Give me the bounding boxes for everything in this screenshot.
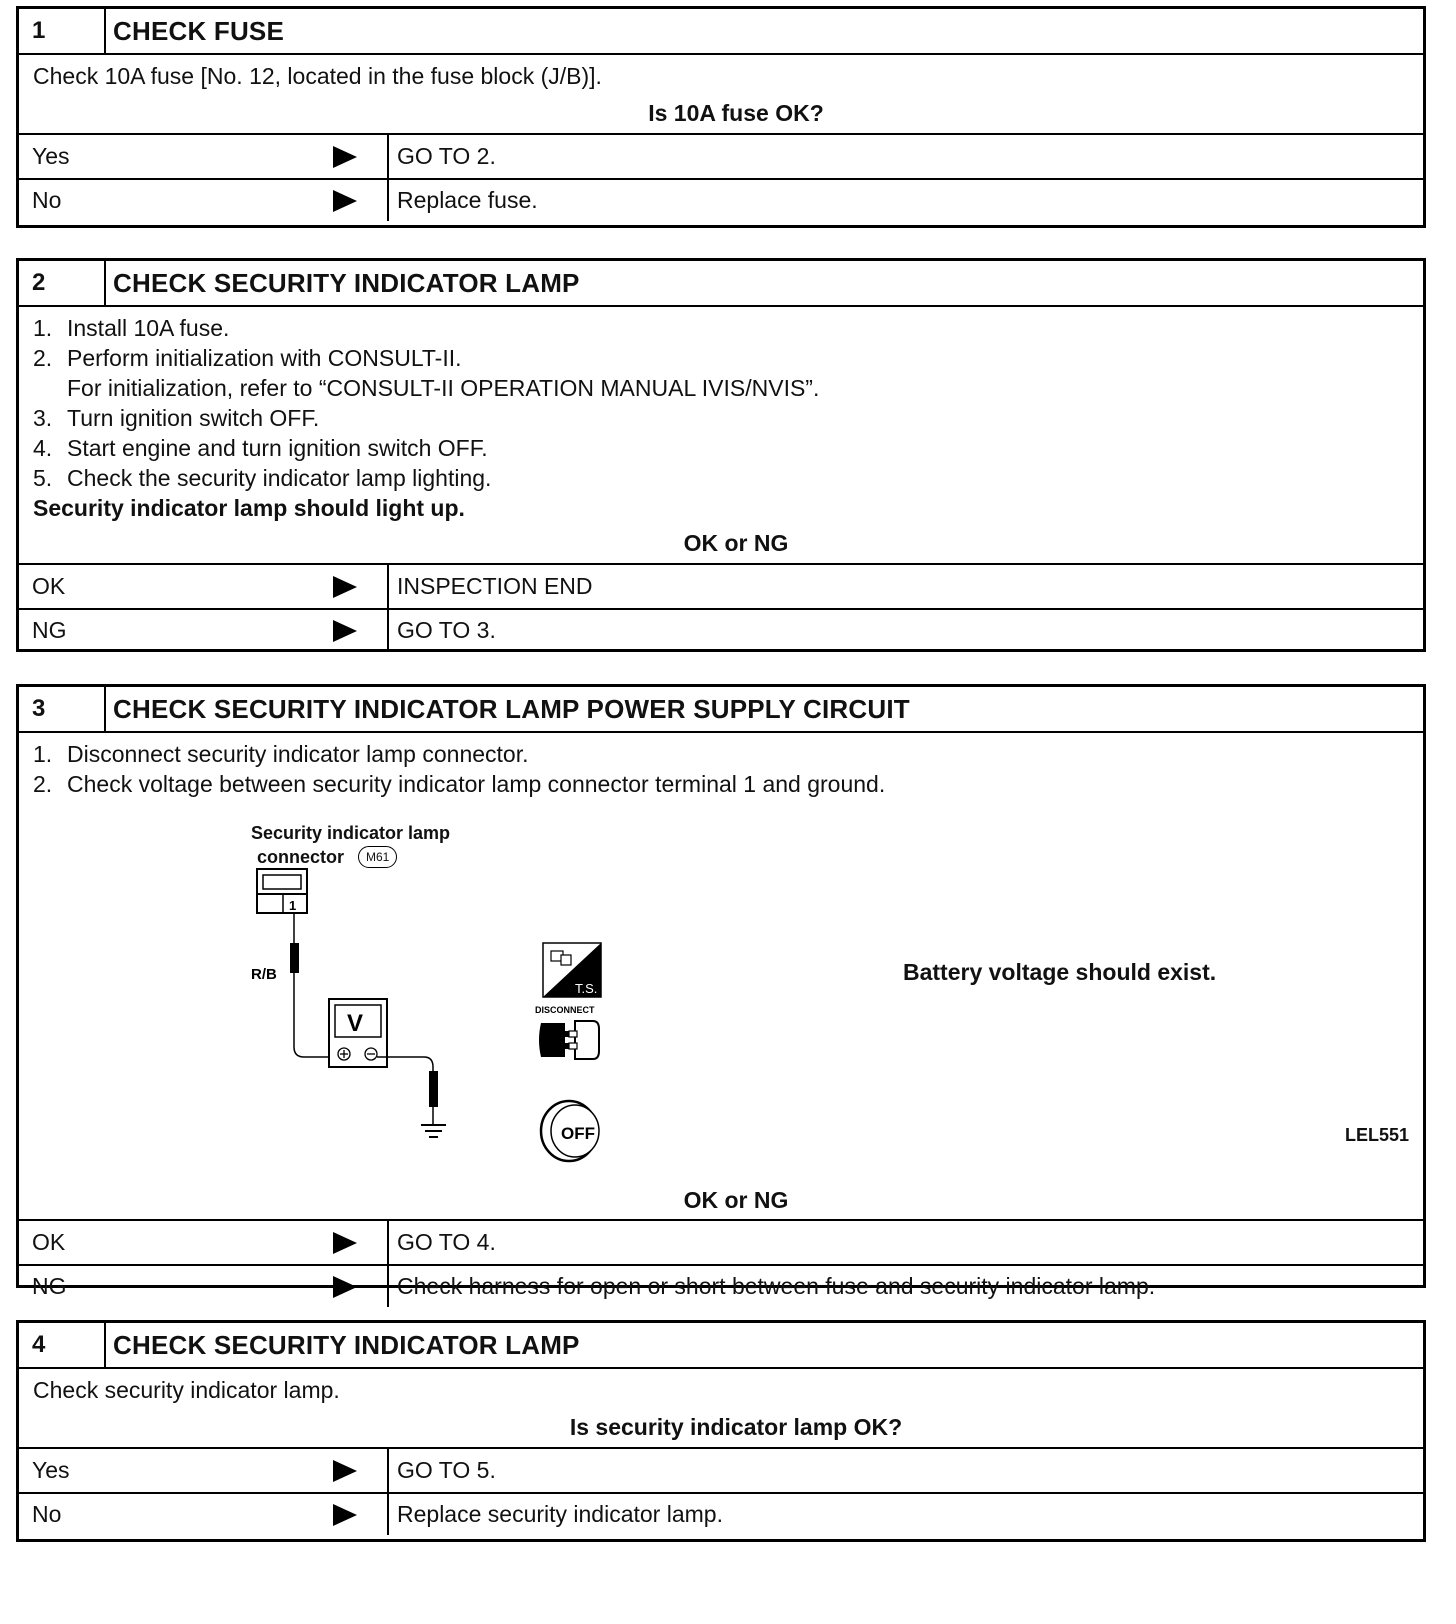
connector-code-badge: M61: [358, 846, 397, 868]
wire-color-label: R/B: [251, 966, 277, 983]
list-item: 1. Install 10A fuse.: [33, 315, 230, 341]
answer-action: Check harness for open or short between fuse and security indicator lamp.: [397, 1273, 1156, 1299]
answer-label: NG: [32, 617, 67, 643]
svg-text:1: 1: [289, 898, 297, 913]
answer-row-no[interactable]: [19, 1492, 1423, 1535]
step-4-check-security-indicator-lamp: [16, 1320, 1426, 1542]
svg-text:OFF: OFF: [561, 1124, 595, 1143]
list-item: For initialization, refer to “CONSULT-II OPERATION MANUAL IVIS/NVIS”.: [67, 375, 820, 401]
ts-test-icon: [543, 943, 601, 997]
step-1-check-fuse: [16, 6, 1426, 228]
disconnect-label: DISCONNECT: [535, 1005, 595, 1015]
arrow-right-icon: [333, 190, 357, 212]
answer-row-no[interactable]: [19, 178, 1423, 221]
answer-action: INSPECTION END: [397, 573, 593, 599]
list-item: 5. Check the security indicator lamp lighting.: [33, 465, 492, 491]
answer-label: Yes: [32, 143, 70, 169]
circuit-schematic: [19, 839, 479, 1169]
arrow-right-icon: [333, 146, 357, 168]
step-header: [19, 9, 1423, 55]
answer-label: OK: [32, 1229, 66, 1255]
step-body: [19, 55, 1423, 91]
step-question: Is security indicator lamp OK?: [19, 1405, 1423, 1449]
step-header: [19, 261, 1423, 307]
step-instruction: Check 10A fuse [No. 12, located in the fuse block (J/B)].: [33, 63, 602, 89]
disconnect-connector-icon: [539, 1021, 599, 1059]
step-3-check-power-supply-circuit: [16, 684, 1426, 1299]
answer-label: NG: [32, 1273, 67, 1299]
answer-action: GO TO 3.: [397, 617, 496, 643]
arrow-right-icon: [333, 620, 357, 642]
step-2-check-security-indicator-lamp: [16, 258, 1426, 652]
step-note: Security indicator lamp should light up.: [33, 495, 465, 521]
step-question: Is 10A fuse OK?: [19, 91, 1423, 135]
step-header: [19, 687, 1423, 733]
list-item: 1. Disconnect security indicator lamp connector.: [33, 741, 529, 767]
expected-result: Battery voltage should exist.: [903, 959, 1217, 985]
answer-label: OK: [32, 573, 66, 599]
answer-row-ok[interactable]: [19, 565, 1423, 608]
answer-action: GO TO 4.: [397, 1229, 496, 1255]
list-item: 2. Perform initialization with CONSULT-II.: [33, 345, 462, 371]
voltage-check-diagram: [19, 799, 1423, 1179]
step-instruction: Check security indicator lamp.: [33, 1377, 340, 1403]
step-number: 3: [19, 687, 106, 731]
step-question: OK or NG: [19, 521, 1423, 565]
step-title: CHECK FUSE: [113, 15, 285, 46]
arrow-right-icon: [333, 576, 357, 598]
step-question: OK or NG: [19, 1179, 1423, 1221]
step-number: 1: [19, 9, 106, 53]
step-title: CHECK SECURITY INDICATOR LAMP: [113, 1329, 580, 1360]
step-title: CHECK SECURITY INDICATOR LAMP POWER SUPPLY CIRCUIT: [113, 693, 910, 724]
arrow-right-icon: [333, 1504, 357, 1526]
answer-row-yes[interactable]: [19, 135, 1423, 178]
ground-icon: [421, 1125, 446, 1137]
answer-row-ng[interactable]: [19, 608, 1423, 651]
answer-action: Replace fuse.: [397, 187, 538, 213]
answer-label: No: [32, 1501, 62, 1527]
answer-action: GO TO 5.: [397, 1457, 496, 1483]
figure-id: LEL551: [1344, 1125, 1409, 1145]
step-number: 4: [19, 1323, 106, 1367]
connector-label: Security indicator lamp connector M61: [251, 823, 451, 867]
answer-label: Yes: [32, 1457, 70, 1483]
svg-text:V: V: [347, 1010, 364, 1037]
answer-row-ng[interactable]: [19, 1264, 1423, 1307]
step-body: [19, 1369, 1423, 1405]
connector-icon: [257, 869, 307, 913]
ignition-off-icon: [541, 1101, 599, 1161]
step-body: [19, 733, 1423, 799]
list-item: 2. Check voltage between security indicator lamp connector terminal 1 and ground.: [33, 771, 886, 797]
step-title: CHECK SECURITY INDICATOR LAMP: [113, 267, 580, 298]
probe-positive-icon: [290, 913, 299, 973]
list-item: 4. Start engine and turn ignition switch OFF.: [33, 435, 488, 461]
arrow-right-icon: [333, 1460, 357, 1482]
step-body: [19, 307, 1423, 521]
answer-row-ok[interactable]: [19, 1221, 1423, 1264]
answer-label: No: [32, 187, 62, 213]
svg-text:T.S.: T.S.: [575, 981, 598, 996]
answer-action: Replace security indicator lamp.: [397, 1501, 723, 1527]
step-number: 2: [19, 261, 106, 305]
arrow-right-icon: [333, 1276, 357, 1298]
probe-negative-icon: [429, 1071, 438, 1125]
list-item: 3. Turn ignition switch OFF.: [33, 405, 320, 431]
arrow-right-icon: [333, 1232, 357, 1254]
condition-icons: [535, 941, 625, 1171]
answer-row-yes[interactable]: [19, 1449, 1423, 1492]
step-header: [19, 1323, 1423, 1369]
answer-action: GO TO 2.: [397, 143, 496, 169]
